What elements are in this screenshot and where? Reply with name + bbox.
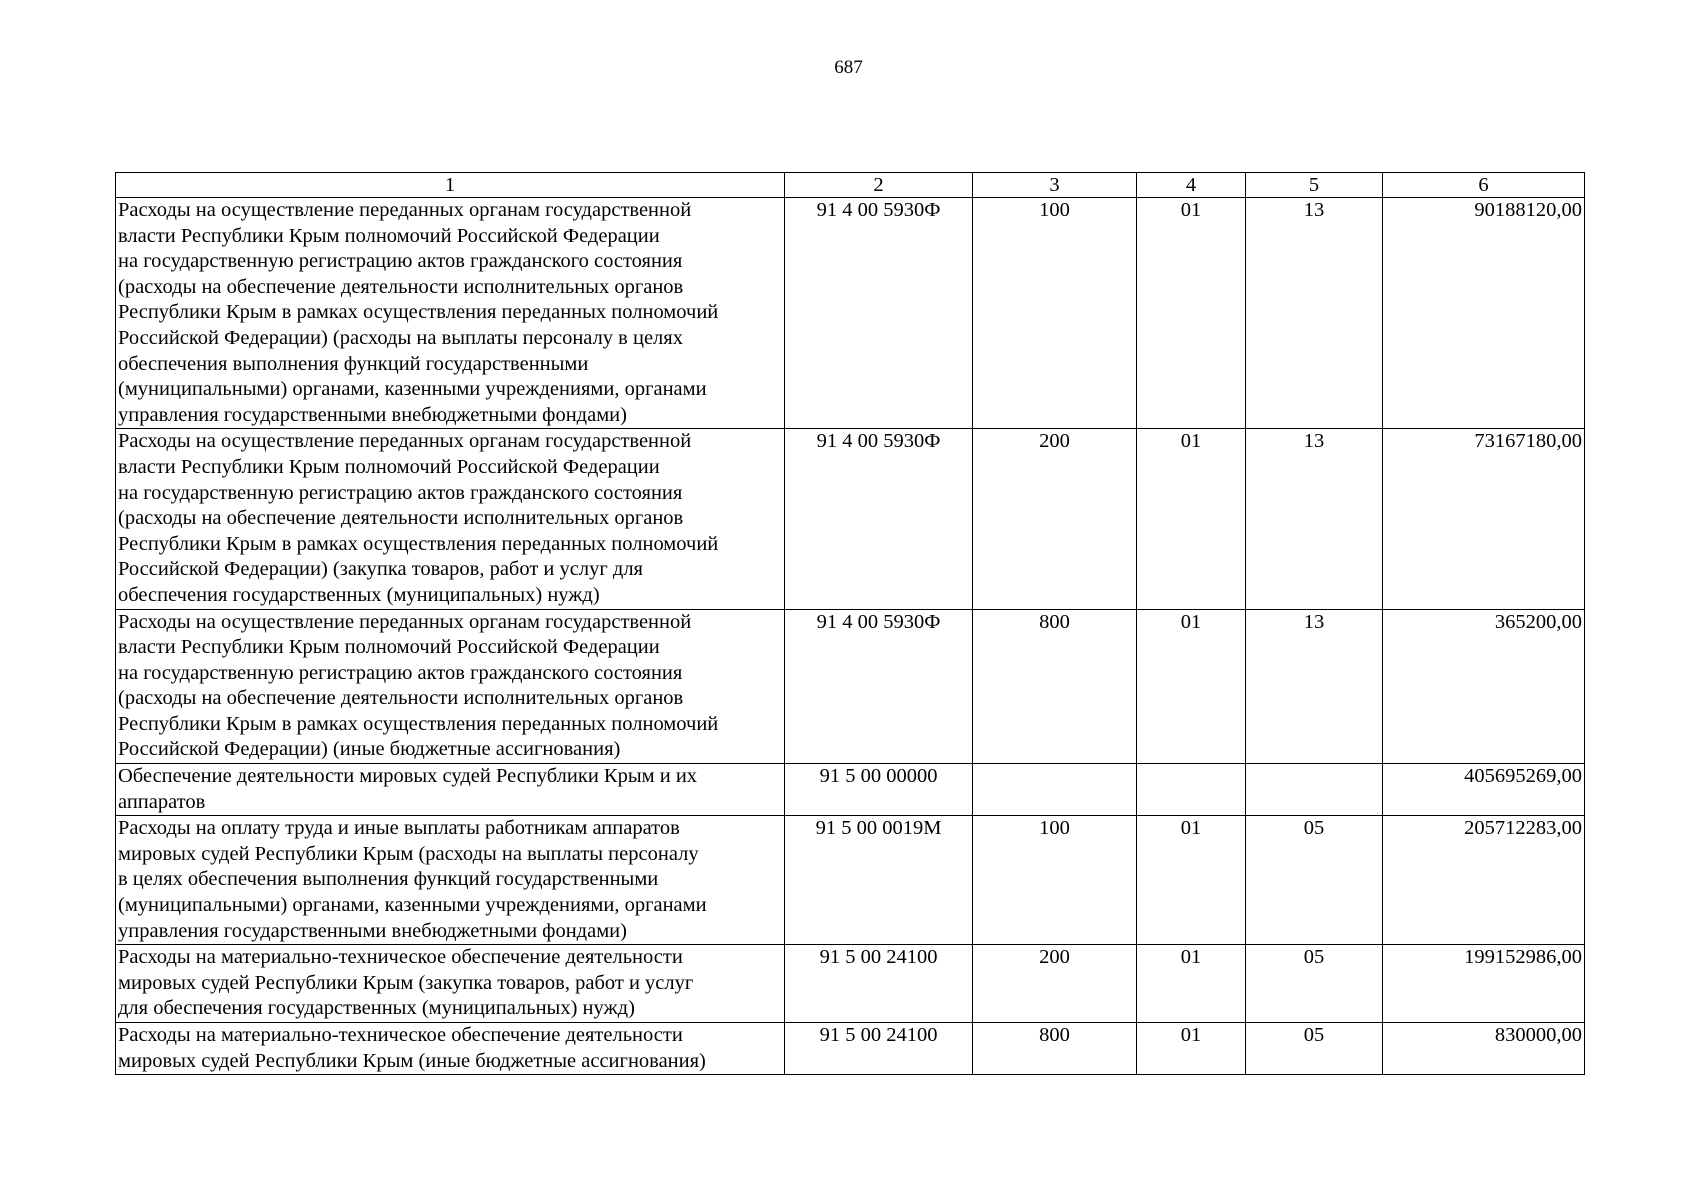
description-line: Российской Федерации) (расходы на выплаты персоналу в целях xyxy=(118,326,683,349)
description-line: для обеспечения государственных (муниципальных) нужд) xyxy=(118,997,635,1020)
description-line: власти Республики Крым полномочий Российской Федерации xyxy=(118,455,660,478)
code-cell: 91 5 00 0019М xyxy=(785,816,973,945)
table-row xyxy=(116,816,1585,945)
header-col-2: 2 xyxy=(785,173,973,198)
description-cell xyxy=(116,816,785,945)
table-row xyxy=(116,1023,1585,1075)
description-line: обеспечения государственных (муниципальных) нужд) xyxy=(118,583,600,606)
description-line: Расходы на осуществление переданных органам государственной xyxy=(118,199,692,221)
table-row xyxy=(116,198,1585,429)
table-body xyxy=(116,198,1585,1075)
subsection-cell: 13 xyxy=(1246,429,1383,609)
header-row xyxy=(116,173,1585,198)
expense-type-cell: 200 xyxy=(973,429,1137,609)
section-cell: 01 xyxy=(1137,609,1246,764)
description-cell xyxy=(116,1023,785,1075)
subsection-cell xyxy=(1246,764,1383,816)
description-line: (расходы на обеспечение деятельности исполнительных органов xyxy=(118,687,684,710)
description-cell xyxy=(116,764,785,816)
amount-cell: 365200,00 xyxy=(1383,609,1585,764)
subsection-cell: 05 xyxy=(1246,945,1383,1023)
section-cell: 01 xyxy=(1137,198,1246,429)
description-line: на государственную регистрацию актов гражданского состояния xyxy=(118,250,683,273)
description-line: Республики Крым в рамках осуществления переданных полномочий xyxy=(118,712,719,735)
description-line: Республики Крым в рамках осуществления переданных полномочий xyxy=(118,301,719,324)
description-line: мировых судей Республики Крым (расходы на выплаты персоналу xyxy=(118,842,699,865)
subsection-cell: 05 xyxy=(1246,816,1383,945)
code-cell: 91 5 00 00000 xyxy=(785,764,973,816)
description-line: (муниципальными) органами, казенными учреждениями, органами xyxy=(118,894,707,917)
description-cell xyxy=(116,429,785,609)
description-line: Расходы на материально-техническое обеспечение деятельности xyxy=(118,1024,683,1046)
description-line: Расходы на осуществление переданных органам государственной xyxy=(118,430,692,453)
section-cell: 01 xyxy=(1137,945,1246,1023)
code-cell: 91 4 00 5930Ф xyxy=(785,609,973,764)
subsection-cell: 05 xyxy=(1246,1023,1383,1075)
table-row xyxy=(116,429,1585,609)
amount-cell: 90188120,00 xyxy=(1383,198,1585,429)
description-line: мировых судей Республики Крым (закупка товаров, работ и услуг xyxy=(118,971,694,994)
description-line: (расходы на обеспечение деятельности исполнительных органов xyxy=(118,507,684,530)
description-line: в целях обеспечения выполнения функций государственными xyxy=(118,868,659,891)
expense-type-cell: 100 xyxy=(973,198,1137,429)
expense-type-cell: 800 xyxy=(973,1023,1137,1075)
code-cell: 91 4 00 5930Ф xyxy=(785,429,973,609)
subsection-cell: 13 xyxy=(1246,198,1383,429)
description-line: Расходы на оплату труда и иные выплаты работникам аппаратов xyxy=(118,817,680,840)
code-cell: 91 5 00 24100 xyxy=(785,945,973,1023)
amount-cell: 405695269,00 xyxy=(1383,764,1585,816)
expense-type-cell: 200 xyxy=(973,945,1137,1023)
description-line: Республики Крым в рамках осуществления переданных полномочий xyxy=(118,532,719,555)
description-line: управления государственными внебюджетными фондами) xyxy=(118,919,627,942)
subsection-cell: 13 xyxy=(1246,609,1383,764)
header-col-4: 4 xyxy=(1137,173,1246,198)
description-line: на государственную регистрацию актов гражданского состояния xyxy=(118,661,683,684)
description-cell xyxy=(116,198,785,429)
description-cell xyxy=(116,945,785,1023)
section-cell xyxy=(1137,764,1246,816)
table-row xyxy=(116,609,1585,764)
section-cell: 01 xyxy=(1137,429,1246,609)
description-line: на государственную регистрацию актов гражданского состояния xyxy=(118,481,683,504)
code-cell: 91 5 00 24100 xyxy=(785,1023,973,1075)
header-col-6: 6 xyxy=(1383,173,1585,198)
expense-type-cell: 800 xyxy=(973,609,1137,764)
budget-table xyxy=(115,172,1585,1075)
amount-cell: 199152986,00 xyxy=(1383,945,1585,1023)
description-cell xyxy=(116,609,785,764)
table-row xyxy=(116,945,1585,1023)
description-line: обеспечения выполнения функций государственными xyxy=(118,352,589,375)
description-line: Российской Федерации) (закупка товаров, работ и услуг для xyxy=(118,558,643,581)
expense-type-cell: 100 xyxy=(973,816,1137,945)
description-line: Расходы на осуществление переданных органам государственной xyxy=(118,610,692,633)
header-col-3: 3 xyxy=(973,173,1137,198)
description-line: управления государственными внебюджетными фондами) xyxy=(118,403,627,426)
page-number: 687 xyxy=(834,57,863,78)
description-line: мировых судей Республики Крым (иные бюджетные ассигнования) xyxy=(118,1049,706,1072)
amount-cell: 205712283,00 xyxy=(1383,816,1585,945)
amount-cell: 73167180,00 xyxy=(1383,429,1585,609)
header-col-1: 1 xyxy=(116,173,785,198)
description-line: Расходы на материально-техническое обеспечение деятельности xyxy=(118,946,683,969)
expense-type-cell xyxy=(973,764,1137,816)
section-cell: 01 xyxy=(1137,816,1246,945)
description-line: Обеспечение деятельности мировых судей Республики Крым и их xyxy=(118,765,698,788)
description-line: (расходы на обеспечение деятельности исполнительных органов xyxy=(118,275,684,298)
table-row xyxy=(116,764,1585,816)
description-line: Российской Федерации) (иные бюджетные ассигнования) xyxy=(118,738,621,761)
code-cell: 91 4 00 5930Ф xyxy=(785,198,973,429)
description-line: власти Республики Крым полномочий Российской Федерации xyxy=(118,224,660,247)
section-cell: 01 xyxy=(1137,1023,1246,1075)
description-line: (муниципальными) органами, казенными учреждениями, органами xyxy=(118,378,707,401)
amount-cell: 830000,00 xyxy=(1383,1023,1585,1075)
description-line: аппаратов xyxy=(118,790,206,813)
description-line: власти Республики Крым полномочий Российской Федерации xyxy=(118,636,660,659)
header-col-5: 5 xyxy=(1246,173,1383,198)
